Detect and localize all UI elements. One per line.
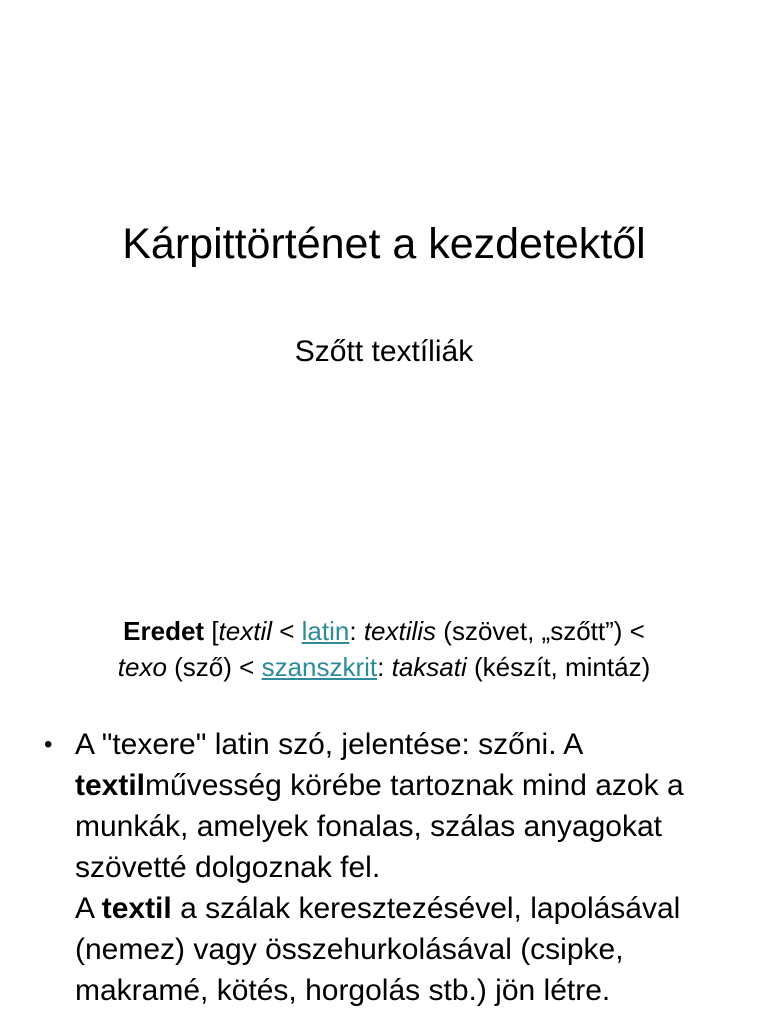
etymology-bracket: [	[204, 616, 219, 646]
etymology-word-texo: texo	[117, 652, 167, 682]
slide-subtitle: Szőtt textíliák	[294, 335, 474, 368]
etymology-colon: :	[377, 652, 392, 682]
etymology-block	[0, 613, 768, 685]
etymology-gloss: (szövet, „szőtt”) <	[436, 616, 645, 646]
latin-link[interactable]: latin	[301, 616, 350, 646]
bullet-bold-term: textil	[101, 892, 172, 925]
bullet-text: A	[75, 892, 102, 925]
bullet-list	[0, 724, 768, 1011]
bullet-text: a szálak keresztezésével, lapolásával (nemez) vagy összehurkolásával (csipke, makramé, kötés, horgolás stb.) jön létre.	[75, 892, 681, 1007]
etymology-word-textil: textil	[218, 616, 273, 646]
etymology-heading: Eredet	[123, 616, 205, 646]
sanskrit-link[interactable]: szanszkrit	[261, 652, 378, 682]
list-item	[0, 724, 768, 1011]
bullet-text: művesség körébe tartoznak mind azok a munkák, amelyek fonalas, szálas anyagokat szövetté dolgoznak fel.	[75, 769, 684, 884]
etymology-gloss: (készít, mintáz)	[466, 652, 651, 682]
slide-title: Kárpittörténet a kezdetektől	[122, 220, 646, 268]
bullet-text: A "texere" latin szó, jelentése: szőni. A	[75, 728, 582, 761]
bullet-bold-term: textil	[75, 769, 146, 802]
bullet-icon: •	[44, 731, 53, 758]
etymology-gloss: (sző) <	[166, 652, 262, 682]
etymology-separator: <	[272, 616, 302, 646]
etymology-word-taksati: taksati	[391, 652, 467, 682]
etymology-colon: :	[349, 616, 364, 646]
etymology-word-textilis: textilis	[363, 616, 437, 646]
